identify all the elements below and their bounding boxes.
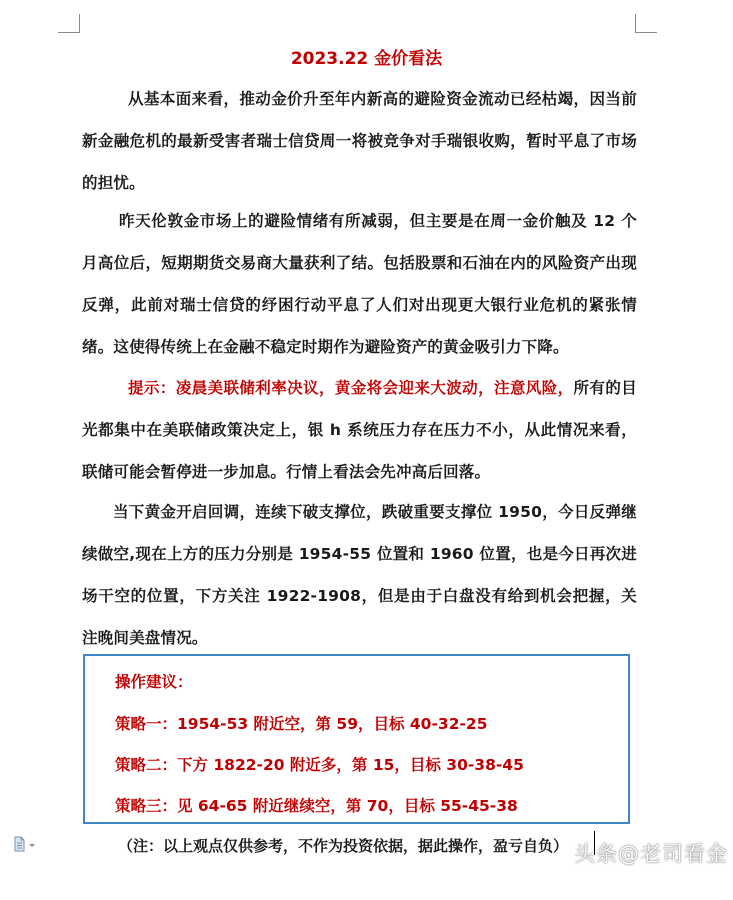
- paragraph-fundamentals: 从基本面来看，推动金价升至年内新高的避险资金流动已经枯竭，因当前新金融危机的最新受害者瑞士信贷周一将被竞争对手瑞银收购，暂时平息了市场的担忧。: [82, 90, 637, 192]
- page-corner-mark-top-right: [635, 32, 657, 33]
- fed-tip-rest: 所有的目光都集中在美联储政策决定上，银 h 系统压力存在压力不小，从此情况来看，联储可能会暂停进一步加息。行情上看法会先冲高后回落。: [82, 379, 637, 481]
- strategy-two: 策略二：下方 1822-20 附近多，第 15，目标 30-38-45: [115, 756, 524, 774]
- watermark: 头条@老司看金: [574, 842, 728, 866]
- page-corner-mark-top-left: [58, 32, 80, 33]
- document-title: 2023.22 金价看法: [290, 49, 443, 69]
- disclaimer-note: （注：以上观点仅供参考，不作为投资依据，据此操作，盈亏自负）: [118, 837, 569, 855]
- strategy-three: 策略三：见 64-65 附近继续空，第 70，目标 55-45-38: [115, 797, 518, 815]
- paragraph-current-analysis: 当下黄金开启回调，连续下破支撑位，跌破重要支撑位 1950，今日反弹继续做空,现在上方的压力分别是 1954-55 位置和 1960 位置，也是今日再次进场干空的位置，下方关注 1922-1908，但是由于白盘没有给到机会把握，关注晚间美盘情况。: [82, 503, 637, 647]
- page-corner-mark-top-left: [79, 14, 80, 33]
- advice-box: [83, 654, 630, 824]
- document-icon[interactable]: [14, 836, 40, 852]
- strategy-one: 策略一：1954-53 附近空，第 59，目标 40-32-25: [115, 715, 488, 733]
- paragraph-london-gold: 昨天伦敦金市场上的避险情绪有所减弱，但主要是在周一金价触及 12 个月高位后，短期期货交易商大量获利了结。包括股票和石油在内的风险资产出现反弹，此前对瑞士信贷的纾困行动平息了人们对出现更大银行业危机的紧张情绪。这使得传统上在金融不稳定时期作为避险资产的黄金吸引力下降。: [82, 212, 637, 356]
- paragraph-fed-tip: [82, 367, 637, 493]
- fed-tip-highlight: 提示：凌晨美联储利率决议，黄金将会迎来大波动，注意风险，: [128, 379, 574, 397]
- advice-heading: 操作建议：: [115, 673, 193, 691]
- page-corner-mark-top-right: [635, 14, 636, 33]
